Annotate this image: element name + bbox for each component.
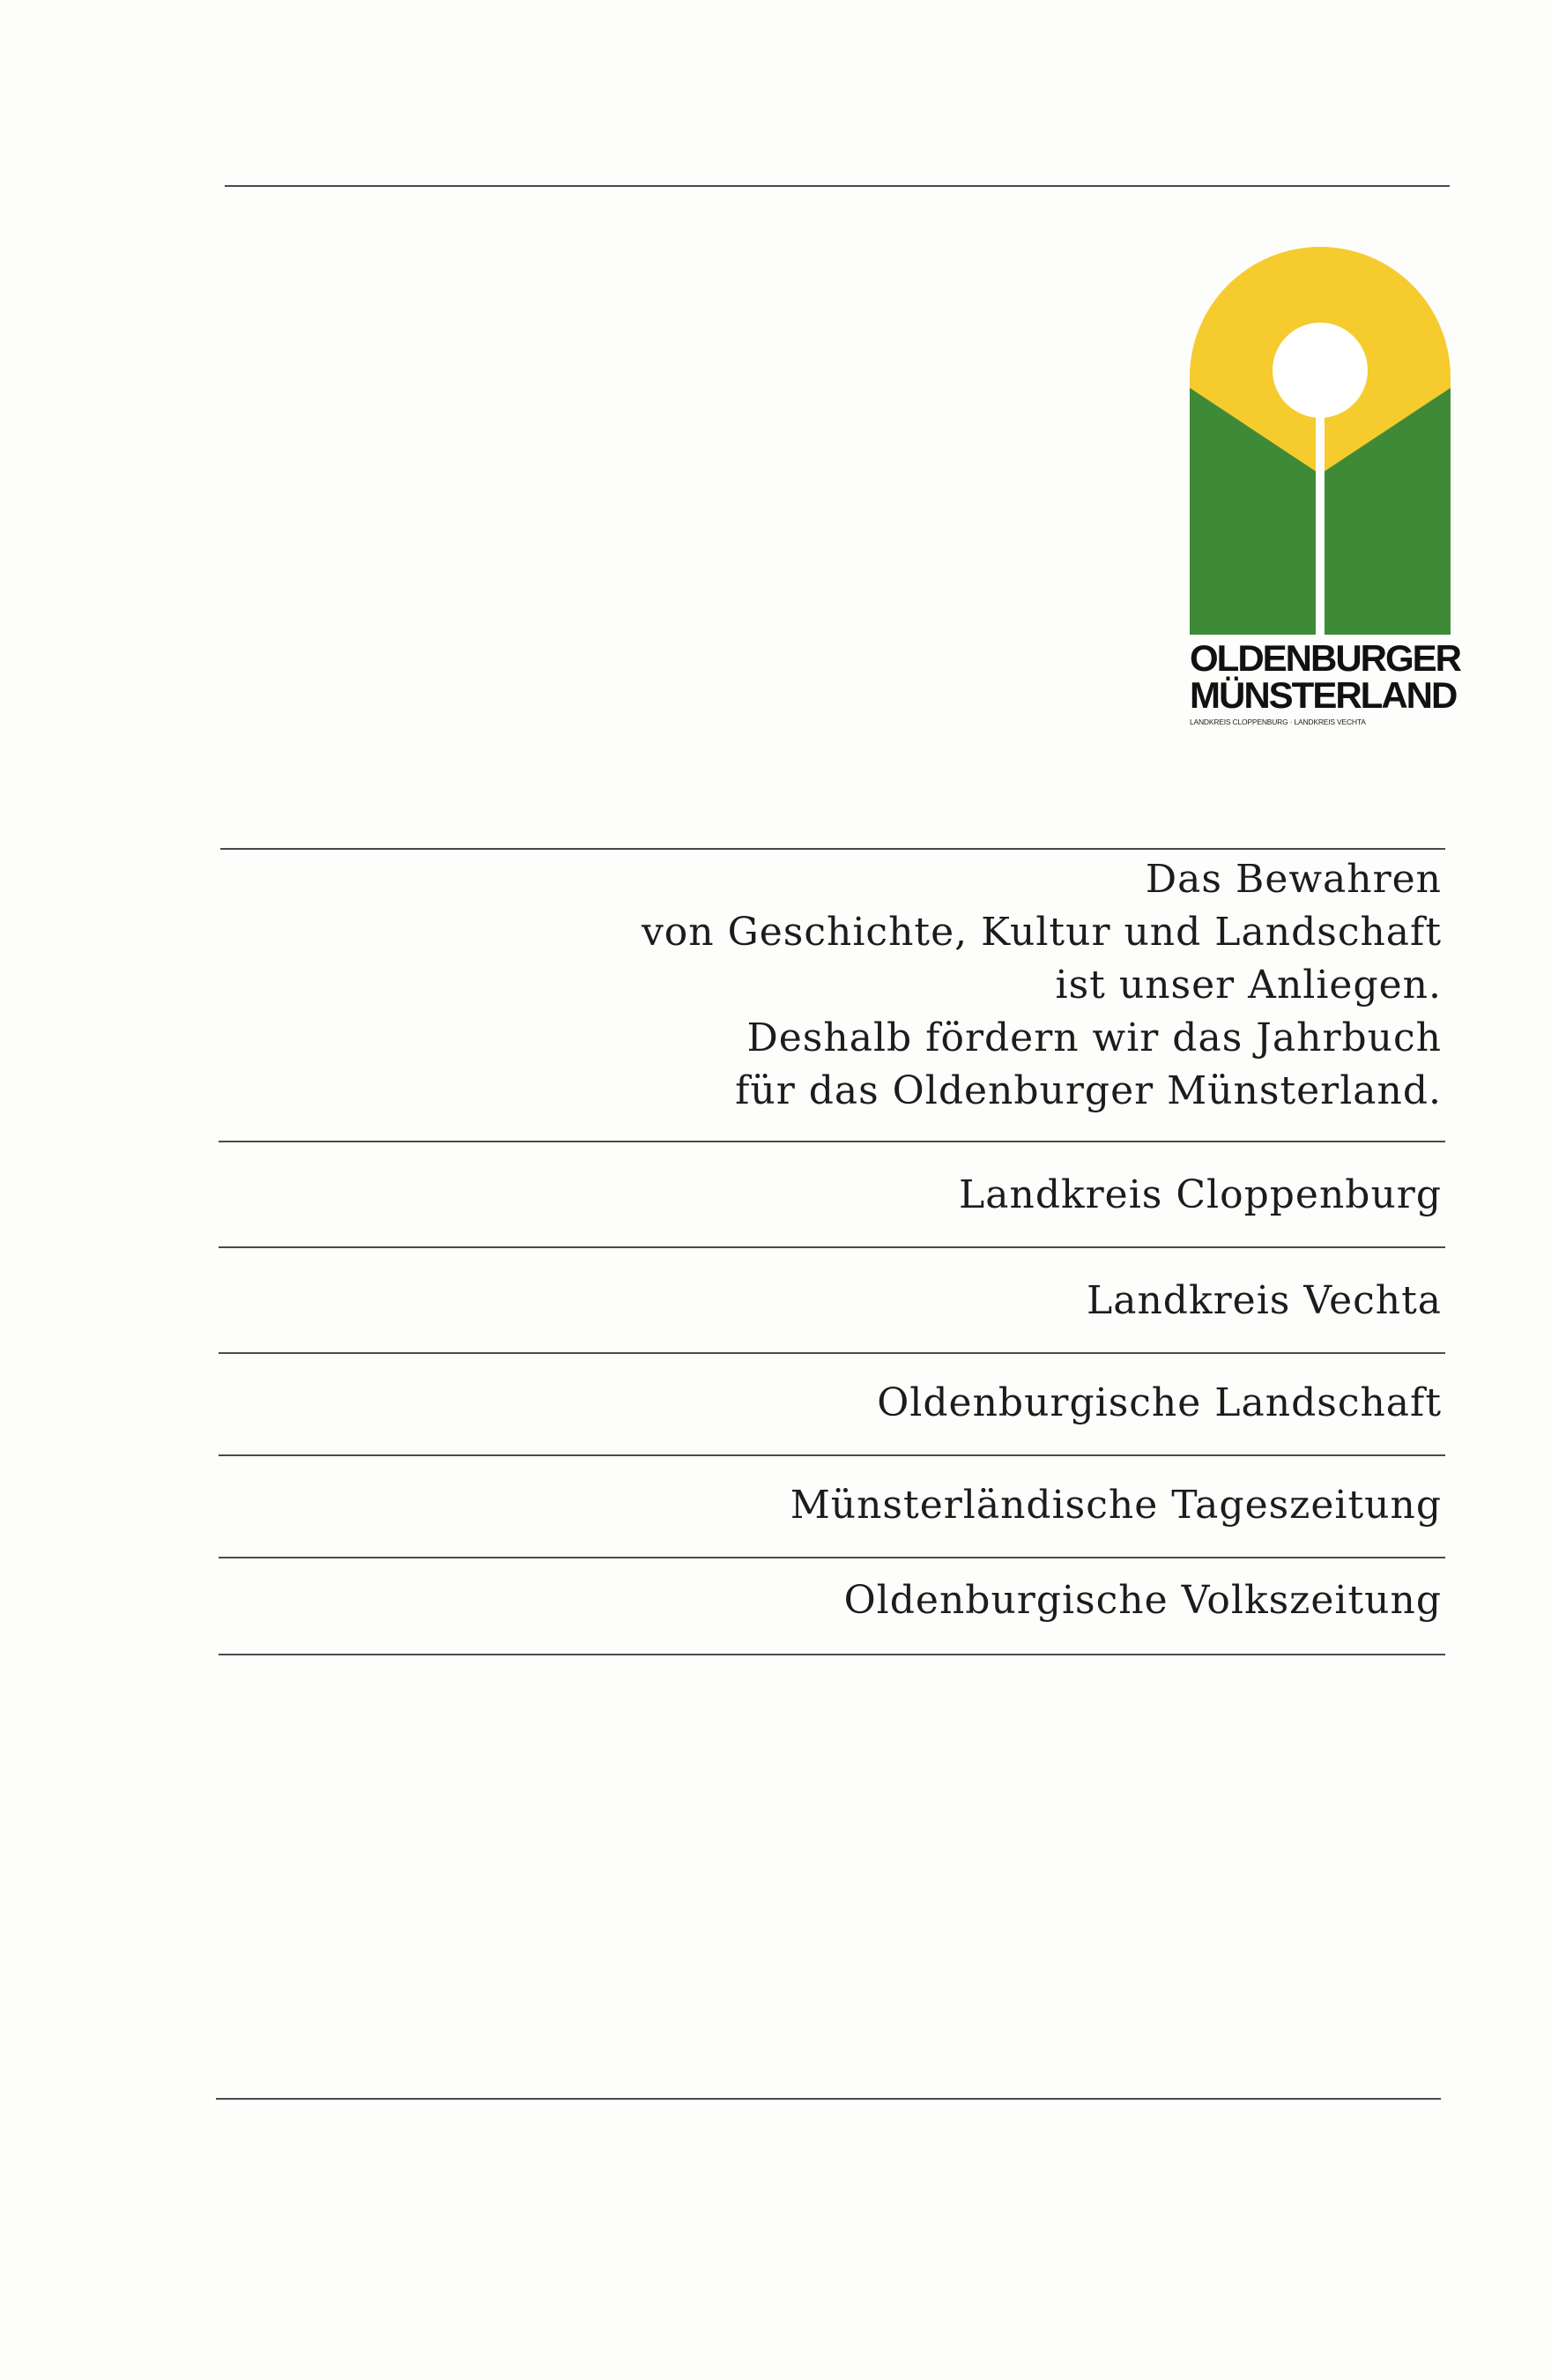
sponsor-rule-1 bbox=[219, 1246, 1445, 1248]
sponsor-oldenburgische-volkszeitung: Oldenburgische Volkszeitung bbox=[843, 1578, 1442, 1623]
statement-text bbox=[384, 853, 1442, 1118]
bottom-rule bbox=[216, 2098, 1441, 2100]
sponsor-muensterlaendische-tageszeitung: Münsterländische Tageszeitung bbox=[790, 1483, 1442, 1528]
statement-bottom-rule bbox=[219, 1141, 1445, 1142]
logo-emblem-icon bbox=[1190, 247, 1451, 635]
sponsor-landkreis-cloppenburg: Landkreis Cloppenburg bbox=[959, 1172, 1442, 1217]
statement-line: Deshalb fördern wir das Jahrbuch bbox=[746, 1015, 1442, 1060]
statement-line: von Geschichte, Kultur und Landschaft bbox=[641, 910, 1442, 955]
logo-subtitle: LANDKREIS CLOPPENBURG · LANDKREIS VECHTA bbox=[1190, 718, 1366, 726]
top-rule bbox=[225, 185, 1450, 187]
statement-line: Das Bewahren bbox=[1145, 857, 1442, 902]
sponsor-rule-5 bbox=[219, 1654, 1445, 1655]
statement-line: ist unser Anliegen. bbox=[1055, 963, 1442, 1008]
sponsor-rule-3 bbox=[219, 1454, 1445, 1456]
statement-top-rule bbox=[220, 848, 1445, 850]
logo-title-line1: OLDENBURGER bbox=[1190, 637, 1461, 679]
sponsor-rule-4 bbox=[219, 1557, 1445, 1558]
sponsor-rule-2 bbox=[219, 1352, 1445, 1354]
oldenburger-muensterland-logo bbox=[1190, 247, 1461, 726]
sponsor-oldenburgische-landschaft: Oldenburgische Landschaft bbox=[877, 1380, 1442, 1425]
sponsor-landkreis-vechta: Landkreis Vechta bbox=[1087, 1278, 1442, 1323]
statement-line: für das Oldenburger Münsterland. bbox=[735, 1068, 1442, 1113]
logo-title-line2: MÜNSTERLAND bbox=[1190, 674, 1457, 716]
